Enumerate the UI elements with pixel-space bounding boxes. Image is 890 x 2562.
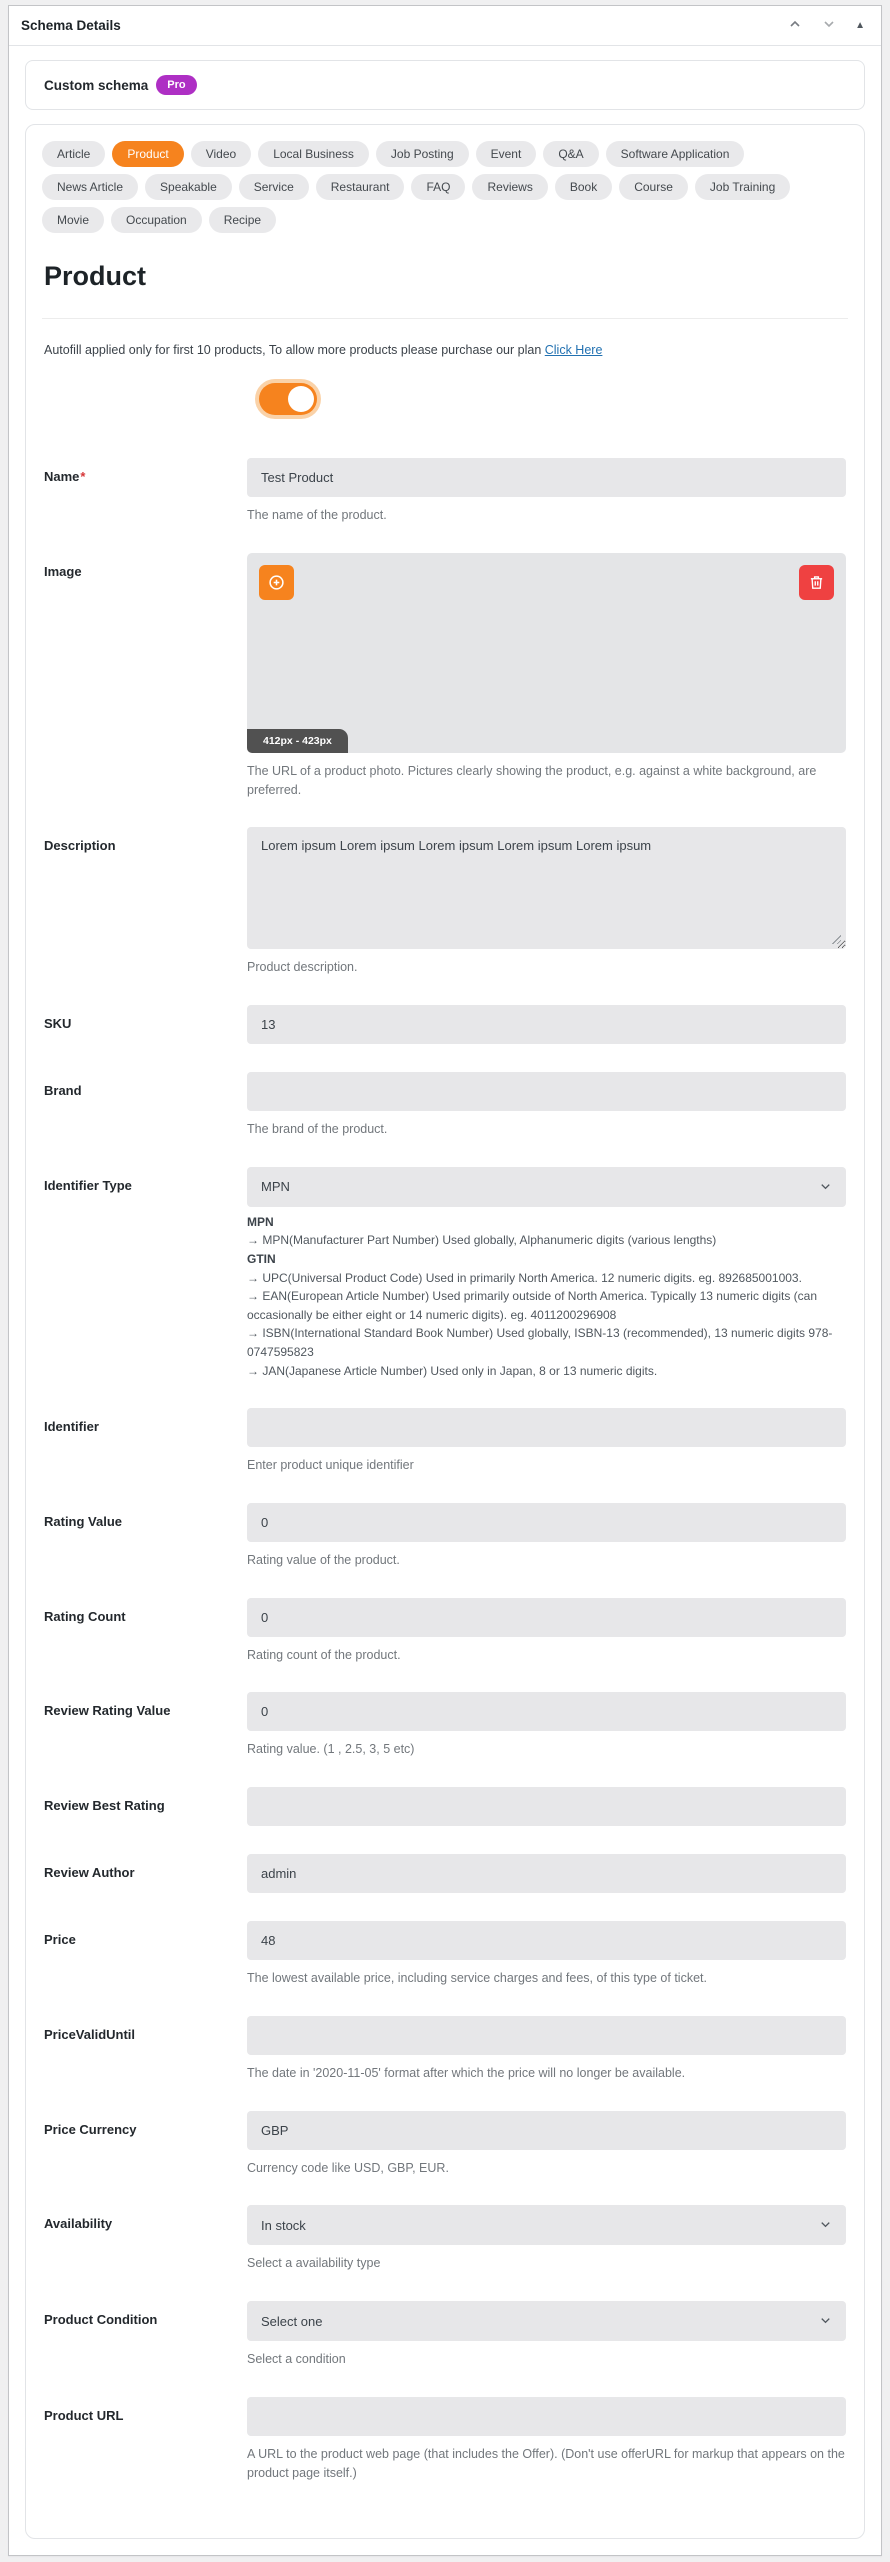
divider	[42, 318, 848, 319]
field-control-product-condition	[247, 2301, 848, 2369]
field-label-description: Description	[44, 838, 116, 854]
schema-type-pill-video[interactable]: Video	[191, 141, 251, 167]
field-help-image: The URL of a product photo. Pictures clearly showing the product, e.g. against a white background, are preferred.	[247, 763, 817, 797]
form-row-sku	[42, 1005, 848, 1044]
field-control-price-currency	[247, 2111, 848, 2178]
schema-type-pill-occupation[interactable]: Occupation	[111, 207, 202, 233]
field-label-image: Image	[44, 563, 82, 579]
autofill-note	[44, 343, 848, 357]
description-textarea[interactable]	[247, 827, 846, 949]
schema-type-pill-faq[interactable]: FAQ	[411, 174, 465, 200]
form-row-price-currency	[42, 2111, 848, 2178]
field-control-price	[247, 1921, 848, 1988]
schema-type-rows	[42, 141, 848, 233]
field-help-price-currency: Currency code like USD, GBP, EUR.	[247, 2160, 449, 2175]
delete-image-button[interactable]	[799, 565, 834, 600]
product-url-input[interactable]	[247, 2397, 846, 2436]
form-row-product-condition	[42, 2301, 848, 2369]
info-section-title: GTIN	[247, 1251, 276, 1266]
field-control-name	[247, 458, 848, 525]
rating-count-input[interactable]	[247, 1598, 846, 1637]
autofill-upgrade-link[interactable]: Click Here	[544, 343, 603, 357]
price-valid-until-input[interactable]	[247, 2016, 846, 2055]
field-help-rating-value: Rating value of the product.	[247, 1552, 400, 1567]
chevron-down-icon	[821, 16, 837, 35]
schema-type-pill-service[interactable]: Service	[239, 174, 309, 200]
field-control-price-valid-until	[247, 2016, 848, 2083]
field-label-identifier: Identifier	[44, 1419, 99, 1435]
field-label-review-best-rating: Review Best Rating	[44, 1798, 165, 1814]
form-row-rating-count	[42, 1598, 848, 1665]
form-row-rating-value	[42, 1503, 848, 1570]
field-label-review-author: Review Author	[44, 1865, 135, 1881]
field-label-brand: Brand	[44, 1083, 82, 1098]
trash-icon	[809, 575, 824, 590]
schema-type-pill-local-business[interactable]: Local Business	[258, 141, 369, 167]
field-help-price-valid-until: The date in '2020-11-05' format after which the price will no longer be available.	[247, 2065, 686, 2080]
field-label-availability: Availability	[44, 2216, 113, 2232]
add-image-button[interactable]	[259, 565, 294, 600]
form-row-review-rating-value	[42, 1692, 848, 1759]
review-rating-value-input[interactable]	[247, 1692, 846, 1731]
custom-schema-label: Custom schema	[44, 77, 149, 93]
availability-select[interactable]	[247, 2205, 846, 2245]
field-label-rating-count: Rating Count	[44, 1608, 126, 1624]
form-row-identifier-type	[42, 1167, 848, 1380]
field-help-description: Product description.	[247, 960, 358, 975]
identifier-type-select[interactable]	[247, 1167, 846, 1207]
form-row-review-best-rating	[42, 1787, 848, 1826]
product-form	[42, 458, 848, 2482]
schema-details-metabox	[8, 5, 882, 2556]
field-control-review-best-rating	[247, 1787, 848, 1826]
review-author-input[interactable]	[247, 1854, 846, 1893]
form-row-brand	[42, 1072, 848, 1139]
form-row-availability	[42, 2205, 848, 2273]
field-help-name: The name of the product.	[247, 508, 387, 522]
autofill-toggle-wrap	[259, 383, 848, 420]
pro-badge: Pro	[156, 75, 196, 95]
schema-type-row	[42, 207, 848, 233]
schema-type-pill-speakable[interactable]: Speakable	[145, 174, 232, 200]
schema-type-pill-product[interactable]: Product	[112, 141, 183, 167]
schema-type-pill-q-a[interactable]: Q&A	[543, 141, 598, 167]
field-help-review-rating-value: Rating value. (1 , 2.5, 3, 5 etc)	[247, 1742, 415, 1757]
schema-type-row	[42, 141, 848, 167]
form-row-review-author	[42, 1854, 848, 1893]
field-label-price-valid-until: PriceValidUntil	[44, 2026, 136, 2042]
image-size-badge: 412px - 423px	[247, 729, 348, 753]
required-asterisk: *	[80, 469, 86, 484]
field-label-price-currency: Price Currency	[44, 2121, 137, 2137]
form-row-price	[42, 1921, 848, 1988]
rating-value-input[interactable]	[247, 1503, 846, 1542]
field-label-identifier-type: Identifier Type	[44, 1177, 132, 1193]
field-label-rating-value: Rating Value	[44, 1513, 123, 1529]
form-row-image	[42, 553, 848, 800]
schema-type-pill-event[interactable]: Event	[476, 141, 537, 167]
name-input[interactable]	[247, 458, 846, 497]
schema-type-row	[42, 174, 848, 200]
identifier-type-info	[247, 1213, 846, 1380]
triangle-up-icon: ▲	[855, 19, 865, 31]
field-control-availability	[247, 2205, 848, 2273]
custom-schema-card	[25, 60, 865, 110]
schema-type-pill-article[interactable]: Article	[42, 141, 105, 167]
schema-type-pill-restaurant[interactable]: Restaurant	[316, 174, 405, 200]
info-line: → UPC(Universal Product Code) Used in primarily North America. 12 numeric digits. eg. 892685001003.	[247, 1270, 802, 1285]
order-down-button[interactable]	[819, 14, 839, 37]
field-control-review-author	[247, 1854, 848, 1893]
field-label-sku: SKU	[44, 1016, 72, 1031]
field-control-identifier	[247, 1408, 848, 1475]
identifier-input[interactable]	[247, 1408, 846, 1447]
form-row-description	[42, 827, 848, 977]
image-preview-box[interactable]	[247, 553, 846, 753]
field-help-price: The lowest available price, including service charges and fees, of this type of ticket.	[247, 1971, 707, 1986]
autofill-toggle[interactable]	[259, 383, 317, 415]
form-row-name	[42, 458, 848, 525]
select-wrap	[247, 2205, 846, 2245]
info-section-title: MPN	[247, 1214, 274, 1229]
field-help-product-url: A URL to the product web page (that includes the Offer). (Don't use offerURL for markup that appears on the product page itself.)	[247, 2446, 845, 2480]
field-help-brand: The brand of the product.	[247, 1122, 388, 1136]
field-control-rating-value	[247, 1503, 848, 1570]
field-label-product-url: Product URL	[44, 2407, 124, 2423]
schema-type-pill-reviews[interactable]: Reviews	[472, 174, 547, 200]
price-input[interactable]	[247, 1921, 846, 1960]
form-row-price-valid-until	[42, 2016, 848, 2083]
select-wrap	[247, 1167, 846, 1207]
form-row-identifier	[42, 1408, 848, 1475]
schema-type-pill-news-article[interactable]: News Article	[42, 174, 138, 200]
schema-type-pill-job-posting[interactable]: Job Posting	[376, 141, 469, 167]
product-condition-select[interactable]	[247, 2301, 846, 2341]
schema-form-card	[25, 124, 865, 2539]
brand-input[interactable]	[247, 1072, 846, 1111]
schema-type-pill-book[interactable]: Book	[555, 174, 612, 200]
field-label-name: Name*	[44, 469, 86, 484]
schema-type-pill-course[interactable]: Course	[619, 174, 688, 200]
select-wrap	[247, 2301, 846, 2341]
schema-type-pill-recipe[interactable]: Recipe	[209, 207, 276, 233]
sku-input[interactable]	[247, 1005, 846, 1044]
toggle-knob	[288, 386, 314, 412]
field-help-identifier: Enter product unique identifier	[247, 1458, 414, 1473]
field-control-identifier-type	[247, 1167, 848, 1380]
metabox-controls	[785, 14, 867, 37]
field-control-sku	[247, 1005, 848, 1044]
price-currency-input[interactable]	[247, 2111, 846, 2150]
field-control-brand	[247, 1072, 848, 1139]
collapse-toggle-button[interactable]	[853, 19, 867, 33]
field-control-image	[247, 553, 848, 800]
form-row-product-url	[42, 2397, 848, 2483]
metabox-title: Schema Details	[21, 18, 121, 33]
textarea-wrap	[247, 827, 846, 949]
field-help-availability: Select a availability type	[247, 2256, 381, 2271]
schema-type-pill-software-application[interactable]: Software Application	[606, 141, 745, 167]
product-heading: Product	[44, 261, 147, 291]
info-line: → JAN(Japanese Article Number) Used only in Japan, 8 or 13 numeric digits.	[247, 1363, 658, 1378]
field-help-rating-count: Rating count of the product.	[247, 1647, 401, 1662]
field-control-review-rating-value	[247, 1692, 848, 1759]
review-best-rating-input[interactable]	[247, 1787, 846, 1826]
schema-type-pill-movie[interactable]: Movie	[42, 207, 104, 233]
autofill-note-text: Autofill applied only for first 10 products, To allow more products please purchase our plan	[44, 343, 545, 357]
field-control-rating-count	[247, 1598, 848, 1665]
info-line: → MPN(Manufacturer Part Number) Used globally, Alphanumeric digits (various lengths)	[247, 1233, 717, 1248]
order-up-button[interactable]	[785, 14, 805, 37]
field-label-product-condition: Product Condition	[44, 2312, 158, 2328]
plus-circle-icon	[268, 574, 285, 591]
schema-type-pill-job-training[interactable]: Job Training	[695, 174, 790, 200]
field-label-price: Price	[44, 1932, 76, 1948]
field-label-review-rating-value: Review Rating Value	[44, 1703, 171, 1719]
field-control-product-url	[247, 2397, 848, 2483]
field-control-description	[247, 827, 848, 977]
field-help-product-condition: Select a condition	[247, 2352, 346, 2367]
metabox-header	[9, 6, 881, 46]
info-line: → EAN(European Article Number) Used primarily outside of North America. Typically 13 numeric digits (can occasionally be either eight or 14 numeric digits). eg. 4011200296908	[247, 1289, 817, 1322]
info-line: → ISBN(International Standard Book Number) Used globally, ISBN-13 (recommended), 13 numeric digits 978-0747595823	[247, 1326, 833, 1359]
chevron-up-icon	[787, 16, 803, 35]
